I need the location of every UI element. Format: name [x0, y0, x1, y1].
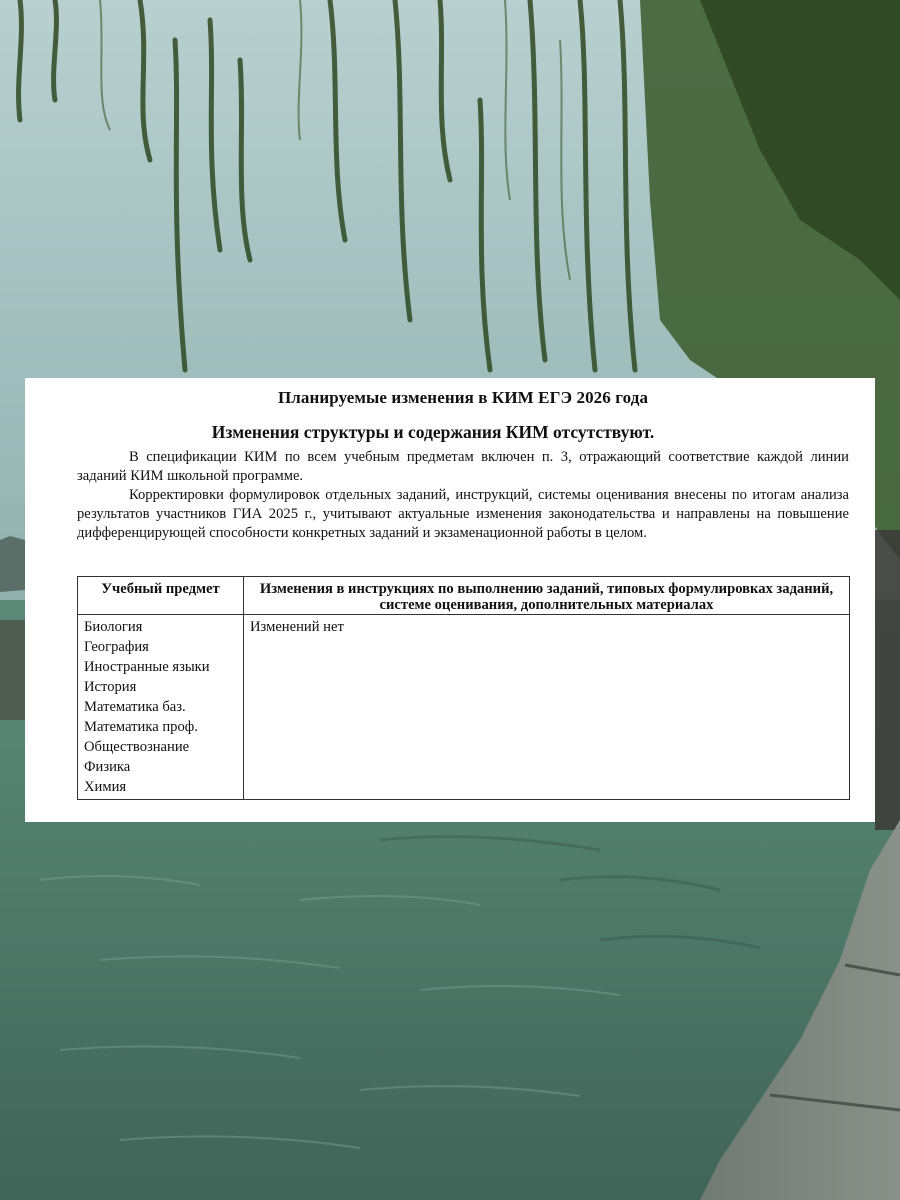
subjects-table — [77, 576, 850, 800]
header-subject: Учебный предмет — [78, 577, 244, 615]
subject-item: Иностранные языки — [84, 659, 210, 675]
table-row — [78, 615, 850, 800]
subject-item: Физика — [84, 759, 131, 775]
subject-item: Математика проф. — [84, 719, 198, 735]
document-subtitle: Изменения структуры и содержания КИМ отсутствуют. — [211, 422, 655, 442]
subject-list-cell — [78, 615, 244, 800]
paragraph-corrections: Корректировки формулировок отдельных заданий, инструкций, системы оценивания внесены по итогам анализа результатов участников ГИА 2025 г., учитывают актуальные изменения законодательства и направлены на повышение дифференцирующей способности конкретных заданий и экзаменационной работы в целом. — [77, 487, 849, 541]
subject-item: Математика баз. — [84, 699, 186, 715]
changes-cell: Изменений нет — [244, 615, 850, 800]
subject-item: Обществознание — [84, 739, 190, 755]
subject-item: История — [84, 679, 137, 695]
table-header-row — [78, 577, 850, 615]
subject-item: Химия — [84, 779, 127, 795]
subject-item: География — [84, 639, 149, 655]
subject-list — [84, 617, 237, 797]
document-title: Планируемые изменения в КИМ ЕГЭ 2026 года — [277, 388, 649, 407]
document-sheet — [25, 378, 875, 822]
paragraph-specification: В спецификации КИМ по всем учебным предметам включен п. 3, отражающий соответствие каждой линии заданий КИМ школьной программе. — [77, 449, 849, 484]
header-changes: Изменения в инструкциях по выполнению заданий, типовых формулировках заданий, системе оценивания, дополнительных материалах — [244, 577, 850, 615]
subject-item: Биология — [84, 619, 143, 635]
